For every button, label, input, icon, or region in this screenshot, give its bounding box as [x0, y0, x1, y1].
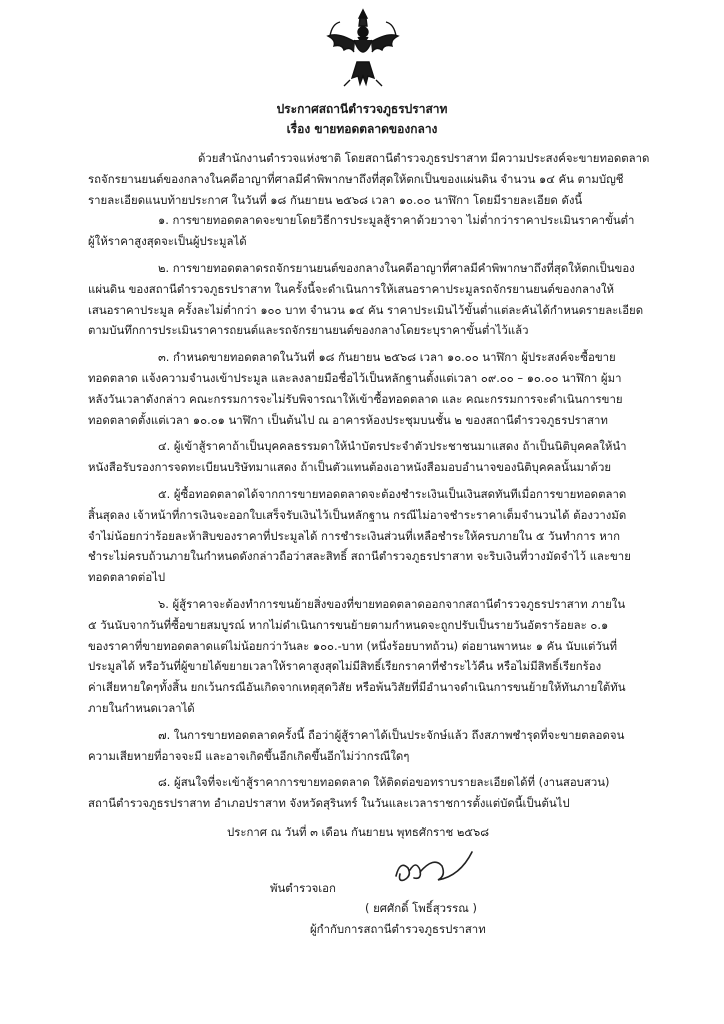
announcement-subject: เรื่อง ขายทอดตลาดของกลาง — [286, 122, 438, 136]
body-line: ภายในกำหนดเวลาได้ — [88, 700, 195, 715]
body-line: หนังสือรับรองการจดทะเบียนบริษัทมาแสดง ถ้าเป็นตัวแทนต้องเอาหนังสือมอบอำนาจของนิติบุคคลนั้นมาด้วย — [88, 460, 612, 475]
body-line: แผ่นดิน ของสถานีตำรวจภูธรปราสาท ในครั้งนี้จะดำเนินการให้เสนอราคาประมูลรถจักรยานยนต์ของกลางให้ — [88, 281, 615, 296]
body-line: ค่าเสียหายใดๆทั้งสิ้น ยกเว้นกรณีอันเกิดจากเหตุสุดวิสัย หรือพ้นวิสัยที่มีอำนาจดำเนินการขนย้ายให้ทันภายใต้ทัน — [88, 680, 626, 695]
body-line: ๓. กำหนดขายทอดตลาดในวันที่ ๑๘ กันยายน ๒๕๖๘ เวลา ๑๐.๐๐ นาฬิกา ผู้ประสงค์จะซื้อขาย — [158, 350, 616, 365]
body-line: ตามบันทึกการประเมินราคารถยนต์และรถจักรยานยนต์ของกลางโดยระบุราคาขั้นต่ำไว้แล้ว — [88, 323, 529, 338]
body-line: ๗. ในการขายทอดตลาดครั้งนี้ ถือว่าผู้สู้ราคาได้เป็นประจักษ์แล้ว ถึงสภาพชำรุดที่จะขายตลอดจน — [158, 727, 625, 742]
announcement-body — [88, 148, 666, 814]
body-line: ๒. การขายทอดตลาดรถจักรยานยนต์ของกลางในคดีอาญาที่ศาลมีคำพิพากษาถึงที่สุดให้ตกเป็นของ — [158, 260, 635, 275]
signer-rank: พันตำรวจเอก — [270, 881, 336, 895]
body-line: เสนอราคาประมูล ครั้งละไม่ต่ำกว่า ๑๐๐ บาท จำนวน ๑๔ คัน ราคาประเมินไว้ขั้นต่ำแต่ละคันได้กำหนดรายละเอียด — [88, 302, 644, 317]
body-line: ๔. ผู้เข้าสู้ราคาถ้าเป็นบุคคลธรรมดาให้นำบัตรประจำตัวประชาชนมาแสดง ถ้าเป็นนิติบุคคลให้นำ — [158, 439, 627, 454]
body-line: ของราคาที่ขายทอดตลาดแต่ไม่น้อยกว่าวันละ ๑๐๐.-บาท (หนึ่งร้อยบาทถ้วน) ต่อยานพาหนะ ๑ คัน นับแต่วันที่ — [88, 638, 618, 653]
body-line: ประมูลได้ หรือวันที่ผู้ขายได้ขยายเวลาให้ราคาสูงสุดไม่มีสิทธิ์เรียกราคาที่ชำระไว้คืน หรือไม่มีสิทธิ์เรียกร้อง — [88, 659, 602, 674]
signer-name: ( ยศศักดิ์ โพธิ์สุวรรณ ) — [365, 901, 477, 915]
body-line: ผู้ให้ราคาสูงสุดจะเป็นผู้ประมูลได้ — [88, 234, 247, 249]
body-line: สิ้นสุดลง เจ้าหน้าที่การเงินจะออกใบเสร็จรับเงินไว้เป็นหลักฐาน กรณีไม่อาจชำระราคาเต็มจำนวนได้ ต้องวางมัด — [88, 507, 627, 522]
body-line: จำไม่น้อยกว่าร้อยละห้าสิบของราคาที่ประมูลได้ การชำระเงินส่วนที่เหลือชำระให้ครบภายใน ๕ วันทำการ หาก — [88, 528, 621, 543]
body-line: ชำระไม่ครบถ้วนภายในกำหนดดังกล่าวถือว่าสละสิทธิ์ สถานีตำรวจภูธรปราสาท จะริบเงินที่วางมัดจำไว้ และขาย — [88, 549, 631, 564]
body-line: ๘. ผู้สนใจที่จะเข้าสู้ราคาการขายทอดตลาด ให้ติดต่อขอทราบรายละเอียดได้ที่ (งานสอบสวน) — [158, 775, 610, 790]
body-line: หลังวันเวลาดังกล่าว คณะกรรมการจะไม่รับพิจารณาให้เข้าซื้อทอดตลาด และ คณะกรรมการจะดำเนินการขาย — [88, 391, 623, 406]
body-line: ๕ วันนับจากวันที่ซื้อขายสมบูรณ์ หากไม่ดำเนินการขนย้ายตามกำหนดจะถูกปรับเป็นรายวันอัตราร้อยละ ๐.๑ — [88, 617, 609, 632]
body-line: ๖. ผู้สู้ราคาจะต้องทำการขนย้ายสิ่งของที่ขายทอดตลาดออกจากสถานีตำรวจภูธรปราสาท ภายใน — [158, 596, 626, 611]
body-line: ๕. ผู้ซื้อทอดตลาดได้จากการขายทอดตลาดจะต้องชำระเงินเป็นเงินสดทันทีเมื่อการขายทอดตลาด — [158, 486, 627, 501]
body-line: ๑. การขายทอดตลาดจะขายโดยวิธีการประมูลสู้ราคาด้วยวาจา ไม่ต่ำกว่าราคาประเมินราคาขั้นต่ำ — [158, 213, 635, 228]
garuda-emblem-icon — [324, 6, 402, 90]
body-line: รายละเอียดแนบท้ายประกาศ ในวันที่ ๑๘ กันยายน ๒๕๖๘ เวลา ๑๐.๐๐ นาฬิกา โดยมีรายละเอียด ดังนี้ — [88, 192, 583, 207]
body-line: รถจักรยานยนต์ของกลางในคดีอาญาที่ศาลมีคำพิพากษาถึงที่สุดให้ตกเป็นของแผ่นดิน จำนวน ๑๔ คัน ตามบัญชี — [88, 171, 624, 186]
signature-icon — [390, 846, 476, 890]
body-line: ทอดตลาดต่อไป — [88, 570, 166, 585]
body-line: ความเสียหายที่อาจจะมี และอาจเกิดขึ้นอีกเกิดขึ้นอีกไม่ว่ากรณีใดๆ — [88, 748, 410, 763]
body-line: สถานีตำรวจภูธรปราสาท อำเภอปราสาท จังหวัดสุรินทร์ ในวันและเวลาราชการตั้งแต่บัดนี้เป็นต้นไป — [88, 796, 570, 811]
body-line: ทอดตลาดตั้งแต่เวลา ๑๐.๐๑ นาฬิกา เป็นต้นไป ณ อาคารห้องประชุมบนชั้น ๒ ของสถานีตำรวจภูธรปราสาท — [88, 412, 608, 427]
announcement-title: ประกาศสถานีตำรวจภูธรปราสาท — [276, 102, 448, 116]
signer-position: ผู้กำกับการสถานีตำรวจภูธรปราสาท — [310, 922, 486, 936]
body-line: ทอดตลาด แจ้งความจำนงเข้าประมูล และลงลายมือชื่อไว้เป็นหลักฐานตั้งแต่เวลา ๐๙.๐๐ – ๑๐.๐๐ นาฬิกา ผู้มา — [88, 370, 622, 385]
body-line: ด้วยสำนักงานตำรวจแห่งชาติ โดยสถานีตำรวจภูธรปราสาท มีความประสงค์จะขายทอดตลาด — [198, 151, 650, 165]
announcement-date: ประกาศ ณ วันที่ ๓ เดือน กันยายน พุทธศักราช ๒๕๖๘ — [227, 825, 490, 839]
